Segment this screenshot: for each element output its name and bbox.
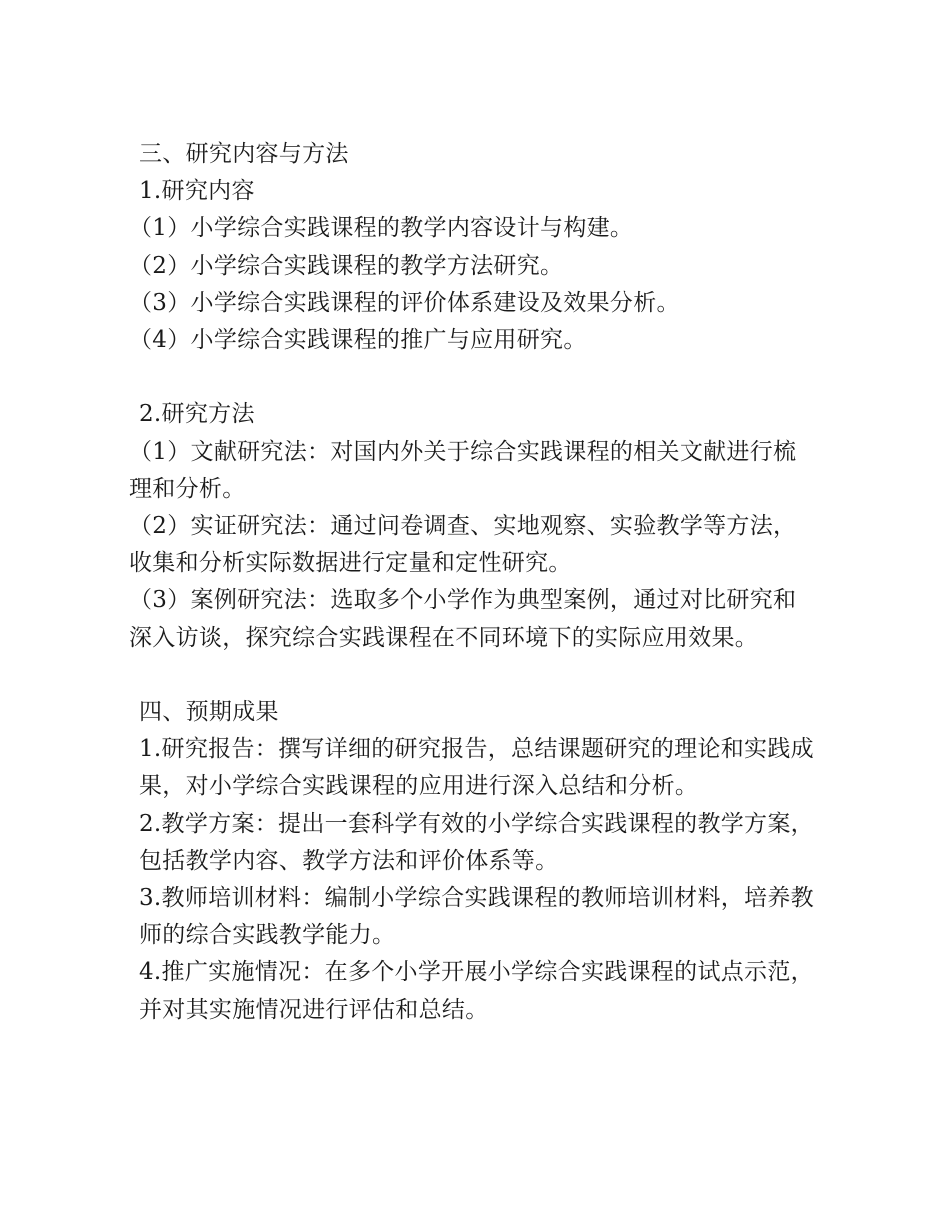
expected-result-item-4: 4.推广实施情况：在多个小学开展小学综合实践课程的试点示范，并对其实施情况进行评估和总结。 [139, 959, 814, 1023]
blank-line [139, 359, 819, 396]
section-3-heading: 三、研究内容与方法 [139, 141, 349, 167]
research-method-item-3: （3）案例研究法：选取多个小学作为典型案例，通过对比研究和深入访谈，探究综合实践课程在不同环境下的实际应用效果。 [129, 587, 797, 651]
expected-result-item-2: 2.教学方案：提出一套科学有效的小学综合实践课程的教学方案，包括教学内容、教学方法和评价体系等。 [139, 810, 814, 874]
research-methods-title: 2.研究方法 [139, 401, 255, 428]
document-page [129, 136, 819, 1029]
section-4-heading: 四、预期成果 [139, 699, 279, 726]
blank-line [139, 657, 819, 694]
research-method-item-2: （2）实证研究法：通过问卷调查、实地观察、实验教学等方法，收集和分析实际数据进行定量和定性研究。 [129, 513, 797, 577]
expected-result-item-3: 3.教师培训材料：编制小学综合实践课程的教师培训材料，培养教师的综合实践教学能力。 [139, 885, 814, 949]
research-content-item-2: （2）小学综合实践课程的教学方法研究。 [129, 252, 564, 279]
research-content-item-1: （1）小学综合实践课程的教学内容设计与构建。 [129, 215, 634, 242]
research-content-item-4: （4）小学综合实践课程的推广与应用研究。 [129, 327, 587, 354]
research-content-item-3: （3）小学综合实践课程的评价体系建设及效果分析。 [129, 289, 680, 316]
research-content-title: 1.研究内容 [139, 178, 255, 205]
expected-result-item-1: 1.研究报告：撰写详细的研究报告，总结课题研究的理论和实践成果，对小学综合实践课程的应用进行深入总结和分析。 [139, 736, 814, 800]
research-method-item-1: （1）文献研究法：对国内外关于综合实践课程的相关文献进行梳理和分析。 [129, 438, 797, 502]
